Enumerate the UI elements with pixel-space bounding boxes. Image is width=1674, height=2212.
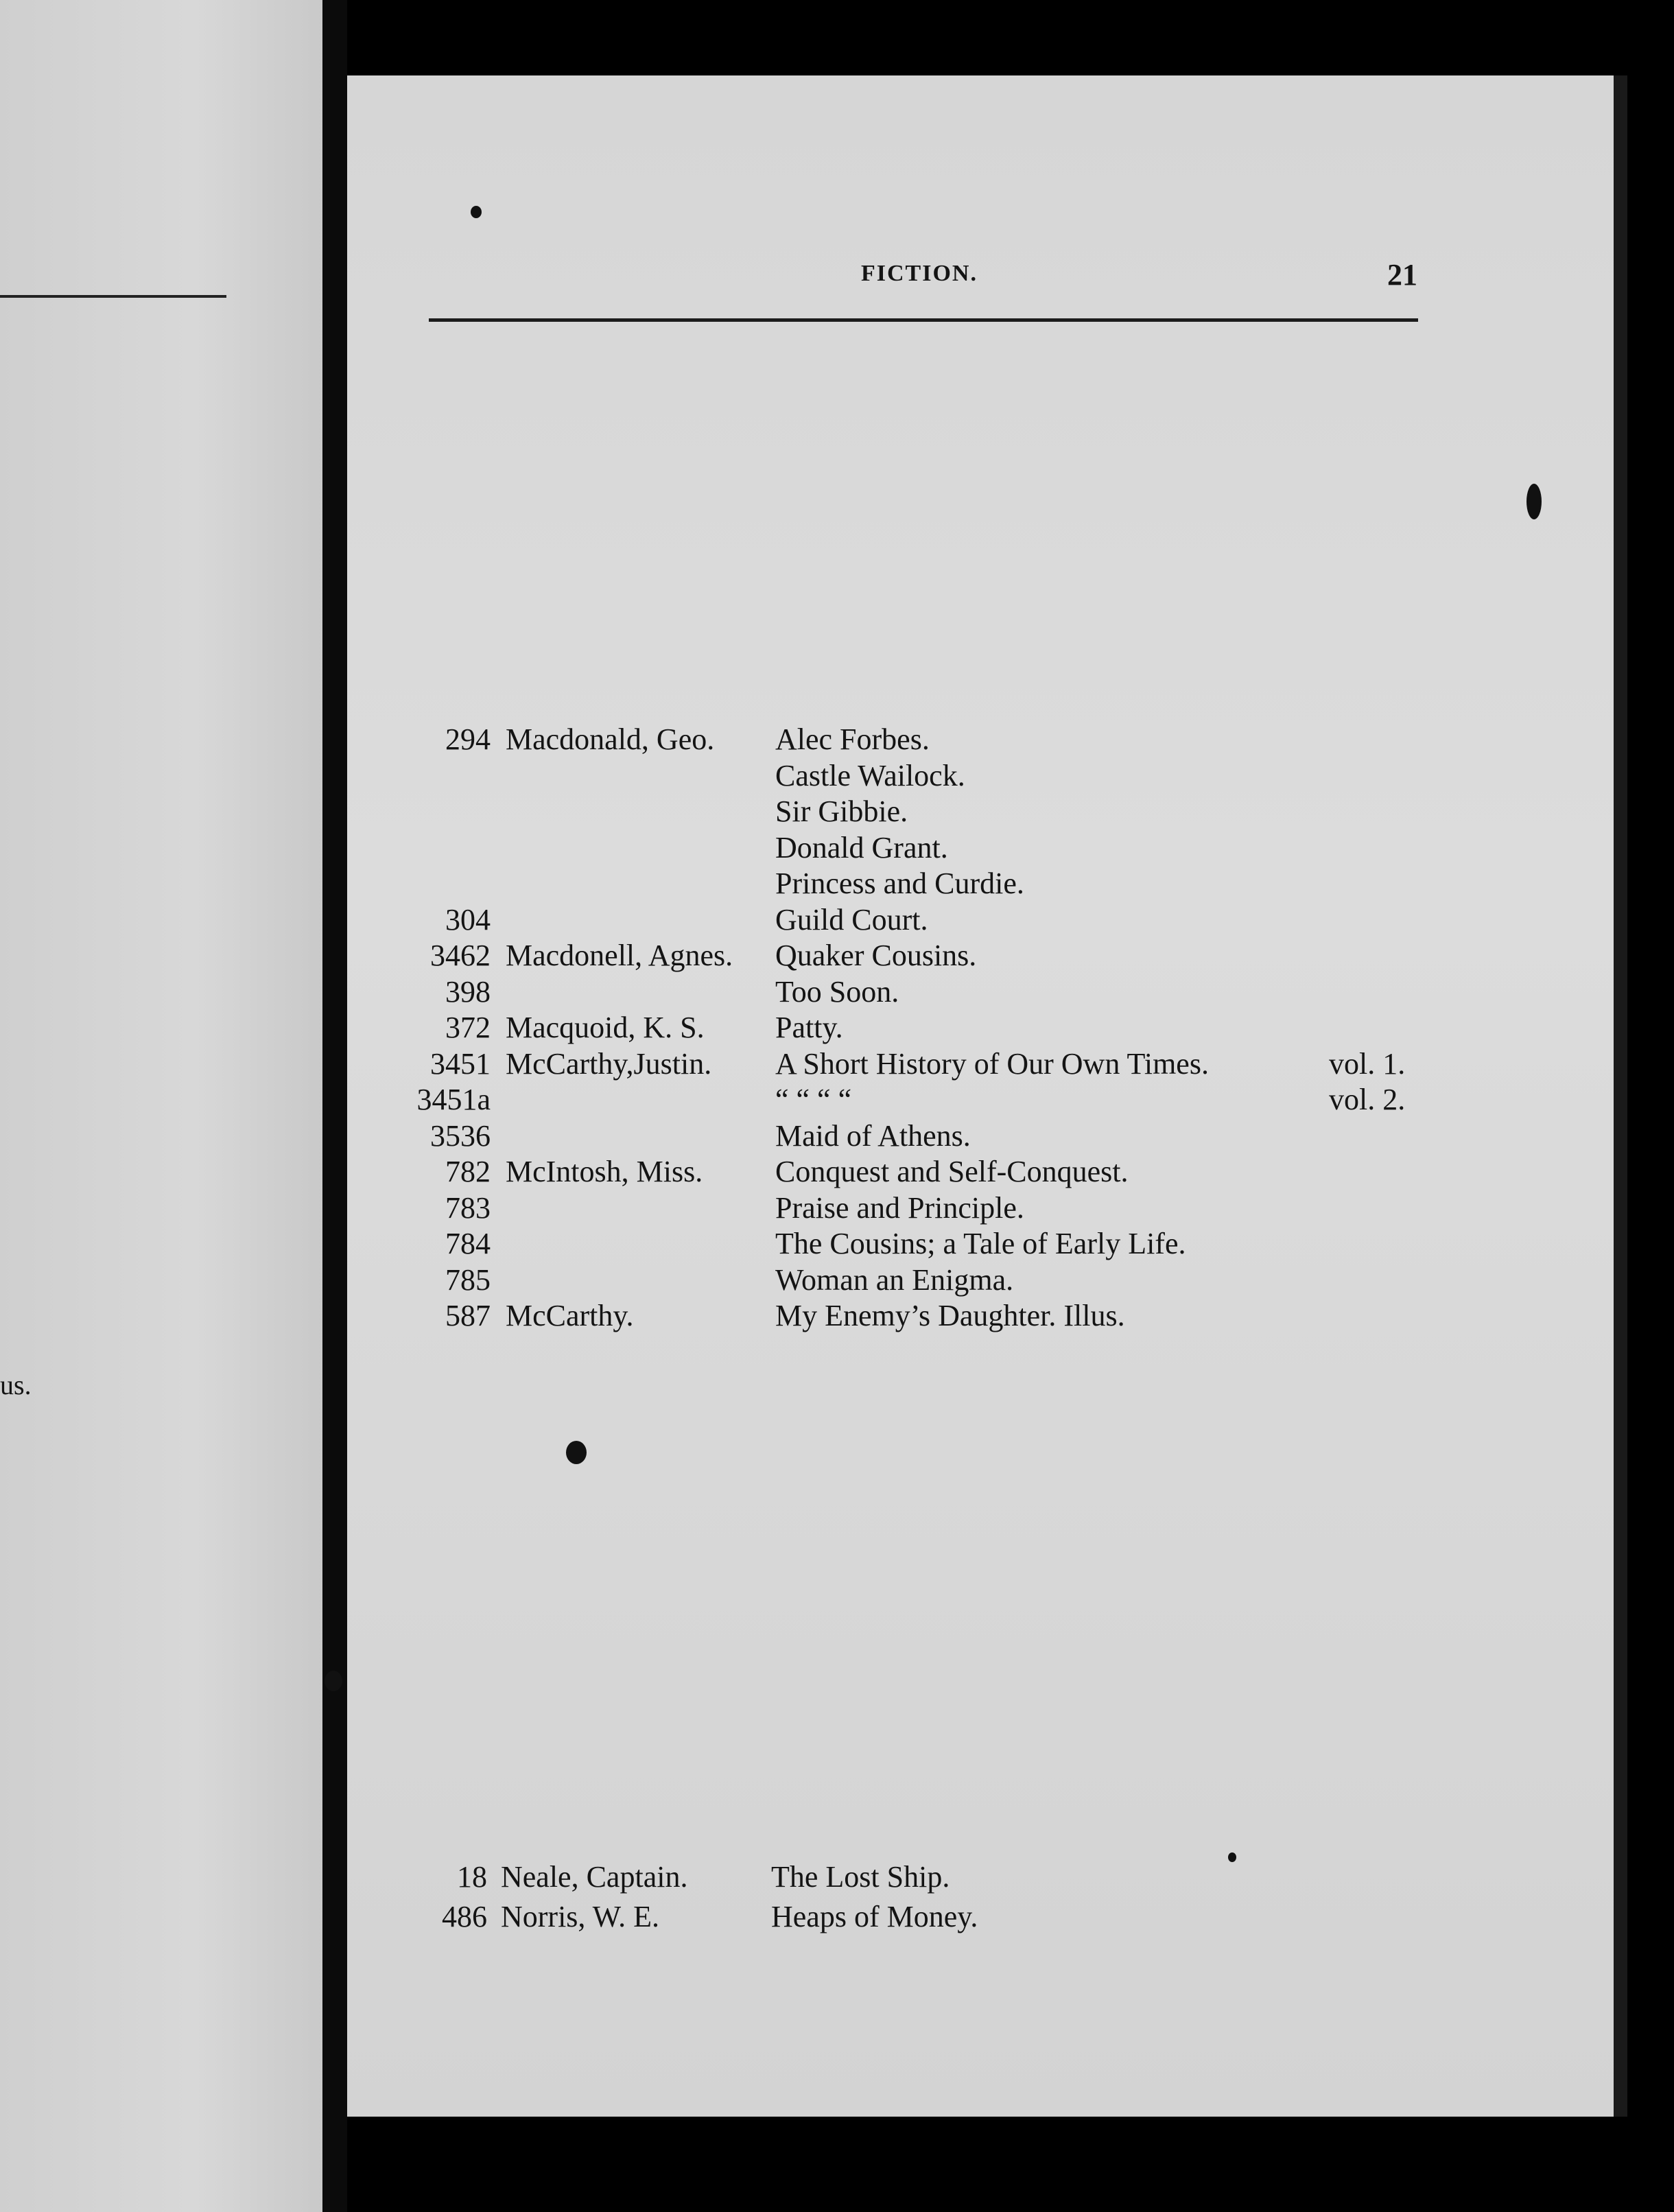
entry-author: Macdonell, Agnes. [506, 939, 733, 972]
entry-author: Macdonald, Geo. [506, 722, 715, 756]
entry-author: Norris, W. E. [501, 1900, 659, 1933]
catalog-entry-row [0, 1153, 1578, 1191]
scan-speck [1526, 484, 1542, 519]
entry-title: Woman an Enigma. [775, 1262, 1014, 1297]
entry-author: McIntosh, Miss. [506, 1155, 703, 1188]
catalog-entry-row [0, 829, 1578, 867]
entry-volume: vol. 2. [1329, 1083, 1406, 1116]
scan-speck [1228, 1852, 1236, 1862]
catalog-entry-row [0, 1297, 1578, 1335]
scan-speck [325, 1671, 342, 1691]
catalog-entry-row [0, 864, 1578, 903]
entry-number: 785 [445, 1262, 491, 1297]
entry-title: Maid of Athens. [775, 1118, 971, 1153]
entry-title: Guild Court. [775, 902, 928, 937]
catalog-entry-row [0, 937, 1578, 975]
catalog-entry-row [0, 1858, 1578, 1896]
entry-author: Macquoid, K. S. [506, 1011, 705, 1044]
entry-number: 3462 [430, 939, 491, 972]
catalog-entry-row [0, 1898, 1578, 1936]
left-page-text-fragment: us. [0, 1369, 32, 1400]
entry-title: The Cousins; a Tale of Early Life. [775, 1227, 1186, 1260]
page-edge [1614, 75, 1627, 2117]
entry-title: Sir Gibbie. [775, 795, 908, 828]
entry-number: 782 [445, 1155, 491, 1188]
entry-number: 3451 [430, 1046, 491, 1081]
entry-title: Heaps of Money. [771, 1900, 978, 1933]
entry-number: 784 [445, 1227, 491, 1260]
entry-number: 3451a [416, 1083, 491, 1116]
section-title: FICTION. [861, 261, 978, 286]
entry-number: 294 [445, 722, 491, 756]
entry-title: Alec Forbes. [775, 722, 930, 756]
entry-number: 398 [445, 974, 491, 1009]
entry-author: McCarthy,Justin. [506, 1046, 712, 1081]
entry-number: 304 [445, 902, 491, 937]
page-number: 21 [1387, 258, 1417, 292]
header-rule [429, 318, 1418, 322]
catalog-entry-row [0, 973, 1578, 1011]
entry-title: Too Soon. [775, 974, 899, 1009]
entry-number: 372 [445, 1011, 491, 1044]
entry-number: 18 [457, 1860, 487, 1894]
entry-number: 486 [442, 1900, 487, 1933]
catalog-entry-row [0, 901, 1578, 939]
entry-volume: vol. 1. [1329, 1046, 1406, 1081]
catalog-entry-row [0, 1225, 1578, 1263]
left-page-rule [0, 295, 226, 298]
catalog-entry-row [0, 757, 1578, 795]
entry-title: Praise and Principle. [775, 1190, 1024, 1225]
catalog-entry-row [0, 1009, 1578, 1047]
catalog-entry-row [0, 1045, 1578, 1083]
entry-title: “ “ “ “ [775, 1083, 852, 1116]
catalog-entry-row [0, 1261, 1578, 1299]
scan-speck [566, 1441, 587, 1464]
entry-number: 783 [445, 1190, 491, 1225]
catalog-entry-row [0, 720, 1578, 759]
entry-author: McCarthy. [506, 1299, 634, 1332]
entry-title: The Lost Ship. [771, 1860, 950, 1894]
catalog-entry-row [0, 1189, 1578, 1227]
entry-title: A Short History of Our Own Times. [775, 1046, 1209, 1081]
entry-title: Conquest and Self-Conquest. [775, 1155, 1129, 1188]
catalog-entry-row [0, 792, 1578, 831]
entry-title: Patty. [775, 1011, 843, 1044]
entry-number: 3536 [430, 1118, 491, 1153]
entry-title: Castle Wailock. [775, 758, 965, 792]
entry-title: Quaker Cousins. [775, 939, 977, 972]
catalog-entry-row [0, 1081, 1578, 1119]
entry-author: Neale, Captain. [501, 1860, 688, 1894]
catalog-entry-row [0, 1117, 1578, 1155]
scan-speck [471, 206, 482, 218]
entry-title: My Enemy’s Daughter. Illus. [775, 1299, 1125, 1332]
entry-title: Donald Grant. [775, 830, 948, 864]
entry-title: Princess and Curdie. [775, 867, 1024, 900]
entry-number: 587 [445, 1299, 491, 1332]
